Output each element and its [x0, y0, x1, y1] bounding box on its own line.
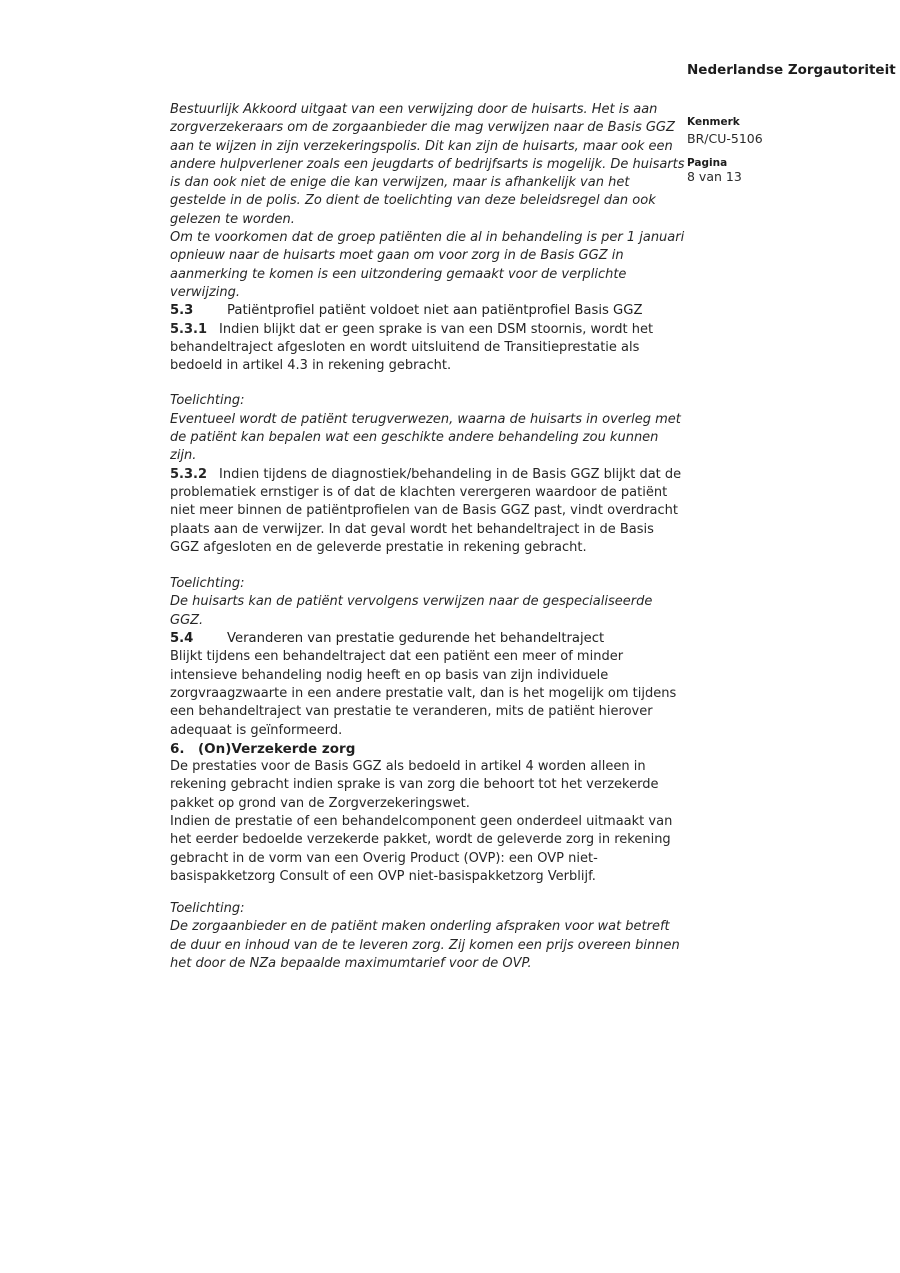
intro-paragraph-1: Bestuurlijk Akkoord uitgaat van een verwijzing door de huisarts. Het is aan zorgverzekeraars om de zorgaanbieder die mag verwijzen naar de Basis GGZ aan te wijzen in zijn verzekeringspolis. Dit kan zijn de huisarts, maar ook een andere hulpverlener zoals een jeugdarts of bedrijfsarts is mogelijk. De huisarts is dan ook niet de enige die kan verwijzen, maar is afhankelijk van het gestelde in de polis. Zo dient de toelichting van deze beleidsregel dan ook gelezen te worden. — [170, 102, 685, 227]
section-6-paragraph-2: Indien de prestatie of een behandelcomponent geen onderdeel uitmaakt van het eerder bedoelde verzekerde pakket, wordt de geleverde zorg in rekening gebracht in de vorm van een Overig Product (OVP): een OVP niet-basispakketzorg Consult of een OVP niet-basispakketzorg Verblijf. — [170, 813, 673, 884]
toelichting-block-3 — [170, 900, 687, 973]
toelichting-3-text: De zorgaanbieder en de patiënt maken onderling afspraken voor wat betreft de duur en inhoud van de te leveren zorg. Zij komen een prijs overeen binnen het door de NZa bepaalde maximumtarief voor de OVP. — [170, 919, 680, 972]
section-5-3-title: Patiëntprofiel patiënt voldoet niet aan patiëntprofiel Basis GGZ — [227, 303, 643, 319]
section-5-3-1-paragraph — [170, 321, 687, 376]
section-5-3-2-paragraph — [170, 466, 687, 557]
section-5-3-1-text: Indien blijkt dat er geen sprake is van een DSM stoornis, wordt het behandeltraject afgesloten en wordt uitsluitend de Transitieprestatie als bedoeld in artikel 4.3 in rekening gebracht. — [170, 321, 654, 374]
section-6-paragraph-1: De prestaties voor de Basis GGZ als bedoeld in artikel 4 worden alleen in rekening gebracht indien sprake is van zorg die behoort tot het verzekerde pakket op grond van de Zorgverzekeringswet. — [170, 759, 659, 811]
toelichting-2-text: De huisarts kan de patiënt vervolgens verwijzen naar de gespecialiseerde GGZ. — [170, 594, 653, 628]
section-6-number: 6. — [170, 740, 185, 757]
section-5-4-paragraph: Blijkt tijdens een behandeltraject dat een patiënt een meer of minder intensieve behandeling nodig heeft en op basis van zijn individuele zorgvraagzwaarte in een andere prestatie valt, dan is het mogelijk om tijdens een behandeltraject van prestatie te veranderen, mits de patiënt hierover adequaat is geïnformeerd. — [170, 649, 677, 738]
section-6-title: (On)Verzekerde zorg — [198, 740, 356, 757]
section-5-3-2-text: Indien tijdens de diagnostiek/behandeling in de Basis GGZ blijkt dat de problematiek ernstiger is of dat de klachten verergeren waardoor de patiënt niet meer binnen de patiëntprofielen van de Basis GGZ past, vindt overdracht plaats aan de verwijzer. In dat geval wordt het behandeltraject in de Basis GGZ afgesloten en de geleverde prestatie in rekening gebracht. — [170, 466, 682, 555]
toelichting-1-text: Eventueel wordt de patiënt terugverwezen, waarna de huisarts in overleg met de patiënt kan bepalen wat een geschikte andere behandeling zou kunnen zijn. — [170, 411, 681, 464]
letterhead-sidebar — [687, 62, 896, 202]
section-5-4-heading — [170, 630, 687, 648]
section-5-4-title: Veranderen van prestatie gedurende het behandeltraject — [227, 631, 605, 647]
intro-paragraph-2: Om te voorkomen dat de groep patiënten die al in behandeling is per 1 januari opnieuw naar de huisarts moet gaan om voor zorg in de Basis GGZ in aanmerking te komen is een uitzondering gemaakt voor de verplichte verwijzing. — [170, 230, 685, 300]
kenmerk-value: BR/CU-5106 — [687, 131, 763, 146]
section-5-3-heading — [170, 302, 687, 320]
toelichting-3-label: Toelichting: — [170, 901, 245, 917]
page-number: 8 van 13 — [687, 169, 742, 184]
toelichting-1-label: Toelichting: — [170, 393, 245, 409]
toelichting-2-label: Toelichting: — [170, 576, 245, 592]
section-5-3-1-number: 5.3.1 — [170, 321, 208, 337]
toelichting-block-2 — [170, 575, 687, 630]
section-5-3-2-number: 5.3.2 — [170, 466, 208, 482]
section-5-4-number: 5.4 — [170, 631, 194, 647]
pagina-label: Pagina — [687, 157, 728, 169]
toelichting-block-1 — [170, 392, 687, 465]
section-6-heading — [170, 740, 687, 758]
kenmerk-label: Kenmerk — [687, 116, 740, 128]
document-body — [170, 101, 687, 973]
section-5-3-number: 5.3 — [170, 303, 194, 319]
organization-name: Nederlandse Zorgautoriteit — [687, 62, 896, 78]
